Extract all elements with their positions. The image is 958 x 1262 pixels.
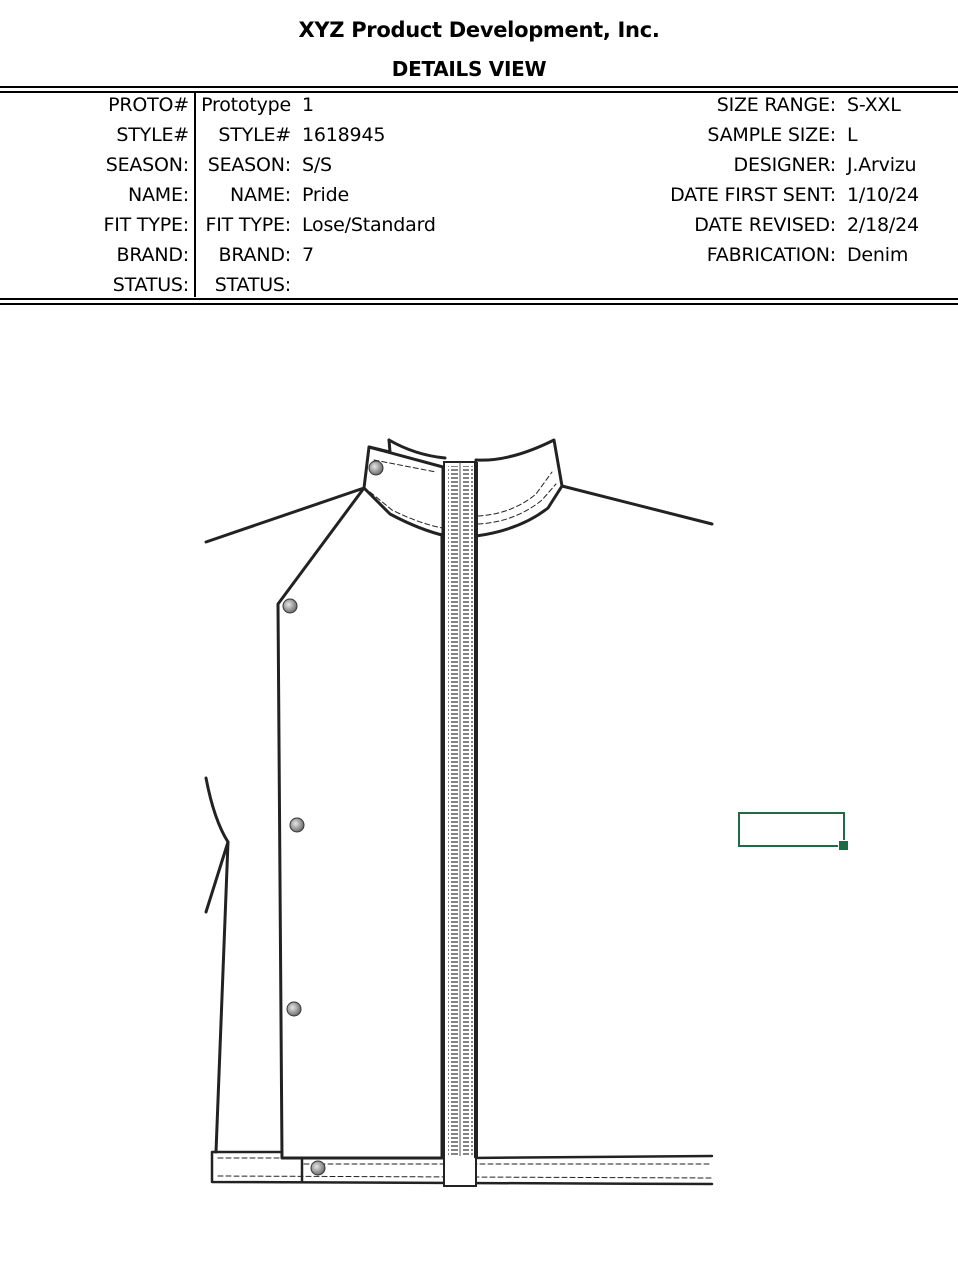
- snap-icon: [311, 1161, 325, 1175]
- field-value-size-range[interactable]: S-XXL: [847, 94, 901, 116]
- fill-handle[interactable]: [838, 840, 849, 851]
- left-label-fit-type: FIT TYPE:: [103, 214, 189, 236]
- field-label-name: NAME:: [229, 184, 291, 206]
- selected-cell[interactable]: [738, 812, 845, 847]
- field-label-status: STATUS:: [214, 274, 291, 296]
- field-value-designer[interactable]: J.Arvizu: [847, 154, 917, 176]
- left-label-status: STATUS:: [112, 274, 189, 296]
- left-label-name: NAME:: [127, 184, 189, 206]
- field-label-date-revised: DATE REVISED:: [694, 214, 836, 236]
- field-label-prototype: Prototype: [201, 94, 291, 116]
- field-label-sample-size: SAMPLE SIZE:: [707, 124, 836, 146]
- field-value-date-revised[interactable]: 2/18/24: [847, 214, 919, 236]
- field-value-prototype[interactable]: 1: [302, 94, 314, 116]
- collar-right: [476, 440, 562, 536]
- right-shoulder-seam: [562, 486, 712, 524]
- field-value-season[interactable]: S/S: [302, 154, 332, 176]
- field-label-size-range: SIZE RANGE:: [716, 94, 836, 116]
- field-label-fabrication: FABRICATION:: [706, 244, 836, 266]
- left-side-seam: [216, 842, 228, 1152]
- snap-icon: [369, 461, 383, 475]
- field-value-name[interactable]: Pride: [302, 184, 349, 206]
- left-label-brand: BRAND:: [116, 244, 189, 266]
- field-label-season: SEASON:: [207, 154, 291, 176]
- snap-icon: [287, 1002, 301, 1016]
- field-label-designer: DESIGNER:: [733, 154, 836, 176]
- field-label-brand: BRAND:: [218, 244, 291, 266]
- field-value-sample-size[interactable]: L: [847, 124, 858, 146]
- field-value-style[interactable]: 1618945: [302, 124, 386, 146]
- collar-outline: [364, 440, 446, 536]
- left-label-style: STYLE#: [116, 124, 189, 146]
- field-value-fabrication[interactable]: Denim: [847, 244, 909, 266]
- left-label-proto: PROTO#: [108, 94, 189, 116]
- field-value-fit-type[interactable]: Lose/Standard: [302, 214, 436, 236]
- field-value-brand[interactable]: 7: [302, 244, 314, 266]
- snap-icon: [290, 818, 304, 832]
- field-label-date-first-sent: DATE FIRST SENT:: [670, 184, 836, 206]
- left-shoulder-seam: [206, 488, 364, 542]
- company-name: XYZ Product Development, Inc.: [298, 18, 660, 42]
- view-title: DETAILS VIEW: [391, 57, 547, 81]
- snap-icon: [283, 599, 297, 613]
- collar-tab: [369, 447, 443, 532]
- field-label-style: STYLE#: [218, 124, 291, 146]
- left-label-season: SEASON:: [105, 154, 189, 176]
- field-value-date-first-sent[interactable]: 1/10/24: [847, 184, 919, 206]
- field-label-fit-type: FIT TYPE:: [205, 214, 291, 236]
